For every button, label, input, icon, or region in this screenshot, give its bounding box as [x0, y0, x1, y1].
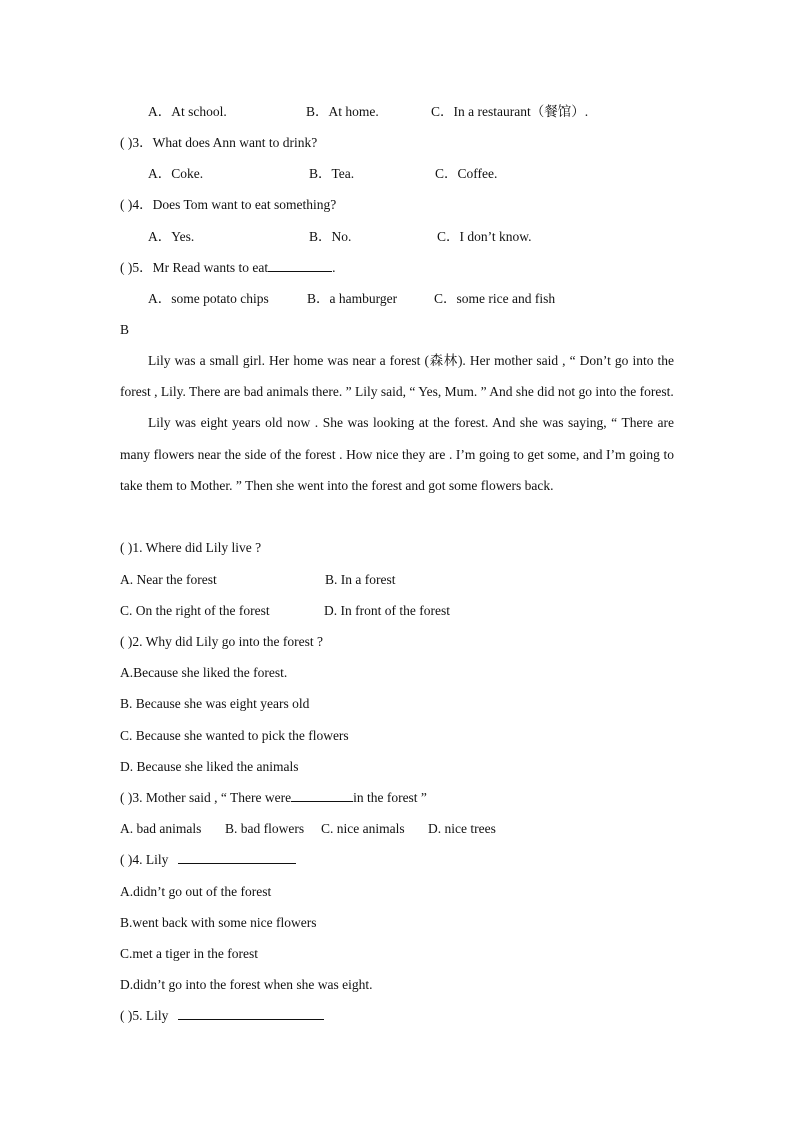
- b-q3-option-d: D. nice trees: [428, 821, 496, 836]
- answer-paren: ( ): [120, 540, 133, 555]
- answer-blank[interactable]: [178, 851, 296, 864]
- passage-paragraph-2: Lily was eight years old now . She was looking at the forest. And she was saying, “ There are many flowers near the side of the forest . How nice they are . I’m going to get some, and I’m going to take them to Mother. ” Then she went into the forest and got some flowers back.: [120, 415, 674, 493]
- b-q3-option-c: C. nice animals: [321, 821, 405, 836]
- question-stem: 5. Lily: [132, 1008, 169, 1023]
- reading-passage: [120, 345, 674, 501]
- b-q3-option-a: A. bad animals: [120, 821, 202, 836]
- b-q4-option-b: B.went back with some nice flowers: [120, 915, 317, 930]
- a-q4-option-c: C．I don’t know.: [437, 229, 532, 244]
- a-q3-option-b: B．Tea.: [309, 166, 355, 181]
- b-q1-option-b: B. In a forest: [325, 572, 396, 587]
- question-stem: 2. Why did Lily go into the forest ?: [132, 634, 323, 649]
- question-stem: 1. Where did Lily live ?: [132, 540, 262, 555]
- answer-paren: ( ): [120, 634, 133, 649]
- b-q2-option-a: A.Because she liked the forest.: [120, 665, 288, 680]
- b-q4-option-a: A.didn’t go out of the forest: [120, 884, 272, 899]
- a-q4-option-b: B．No.: [309, 229, 352, 244]
- a-q5-option-c: C．some rice and fish: [434, 291, 556, 306]
- question-stem: 4．Does Tom want to eat something?: [132, 197, 337, 212]
- b-q1-option-a: A. Near the forest: [120, 572, 217, 587]
- a-question-4: [120, 196, 336, 214]
- b-q1-option-c: C. On the right of the forest: [120, 603, 270, 618]
- a-q2-option-b: B．At home.: [306, 104, 379, 119]
- a-q3-option-a: A．Coke.: [148, 166, 204, 181]
- question-stem: 5．Mr Read wants to eat: [132, 260, 269, 275]
- answer-blank[interactable]: [291, 789, 353, 802]
- answer-blank[interactable]: [268, 259, 332, 272]
- question-tail: .: [332, 260, 336, 275]
- answer-paren: ( ): [120, 852, 133, 867]
- b-q2-option-d: D. Because she liked the animals: [120, 759, 299, 774]
- b-q3-option-b: B. bad flowers: [225, 821, 305, 836]
- a-q2-option-c: C．In a restaurant（餐馆）.: [431, 104, 589, 119]
- answer-blank[interactable]: [178, 1007, 324, 1020]
- a-q5-option-b: B．a hamburger: [307, 291, 398, 306]
- b-question-1: [120, 539, 261, 557]
- b-question-5: [120, 1007, 324, 1025]
- b-q1-option-d: D. In front of the forest: [324, 603, 450, 618]
- question-stem: 4. Lily: [132, 852, 169, 867]
- question-stem-before: 3. Mother said , “ There were: [132, 790, 292, 805]
- b-q2-option-c: C. Because she wanted to pick the flowers: [120, 728, 349, 743]
- b-q4-option-d: D.didn’t go into the forest when she was eight.: [120, 977, 373, 992]
- b-question-4: [120, 851, 296, 869]
- a-q5-option-a: A．some potato chips: [148, 291, 269, 306]
- b-q4-option-c: C.met a tiger in the forest: [120, 946, 258, 961]
- a-q3-option-c: C．Coffee.: [435, 166, 498, 181]
- answer-paren: ( ): [120, 790, 133, 805]
- a-question-5: [120, 259, 335, 277]
- answer-paren: ( ): [120, 1008, 133, 1023]
- question-stem-after: in the forest ”: [353, 790, 427, 805]
- answer-paren: ( ): [120, 197, 133, 212]
- b-q2-option-b: B. Because she was eight years old: [120, 696, 310, 711]
- a-q4-option-a: A．Yes.: [148, 229, 195, 244]
- question-stem: 3．What does Ann want to drink?: [132, 135, 318, 150]
- a-q2-option-a: A．At school.: [148, 104, 227, 119]
- answer-paren: ( ): [120, 135, 133, 150]
- answer-paren: ( ): [120, 260, 133, 275]
- b-question-2: [120, 633, 323, 651]
- b-question-3: [120, 789, 427, 807]
- a-question-3: [120, 134, 317, 152]
- passage-paragraph-1: Lily was a small girl. Her home was near a forest (森林). Her mother said , “ Don’t go into the forest , Lily. There are bad animals there. ” Lily said, “ Yes, Mum. ” And she did not go into the forest.: [120, 353, 674, 400]
- section-heading-b: B: [120, 322, 130, 337]
